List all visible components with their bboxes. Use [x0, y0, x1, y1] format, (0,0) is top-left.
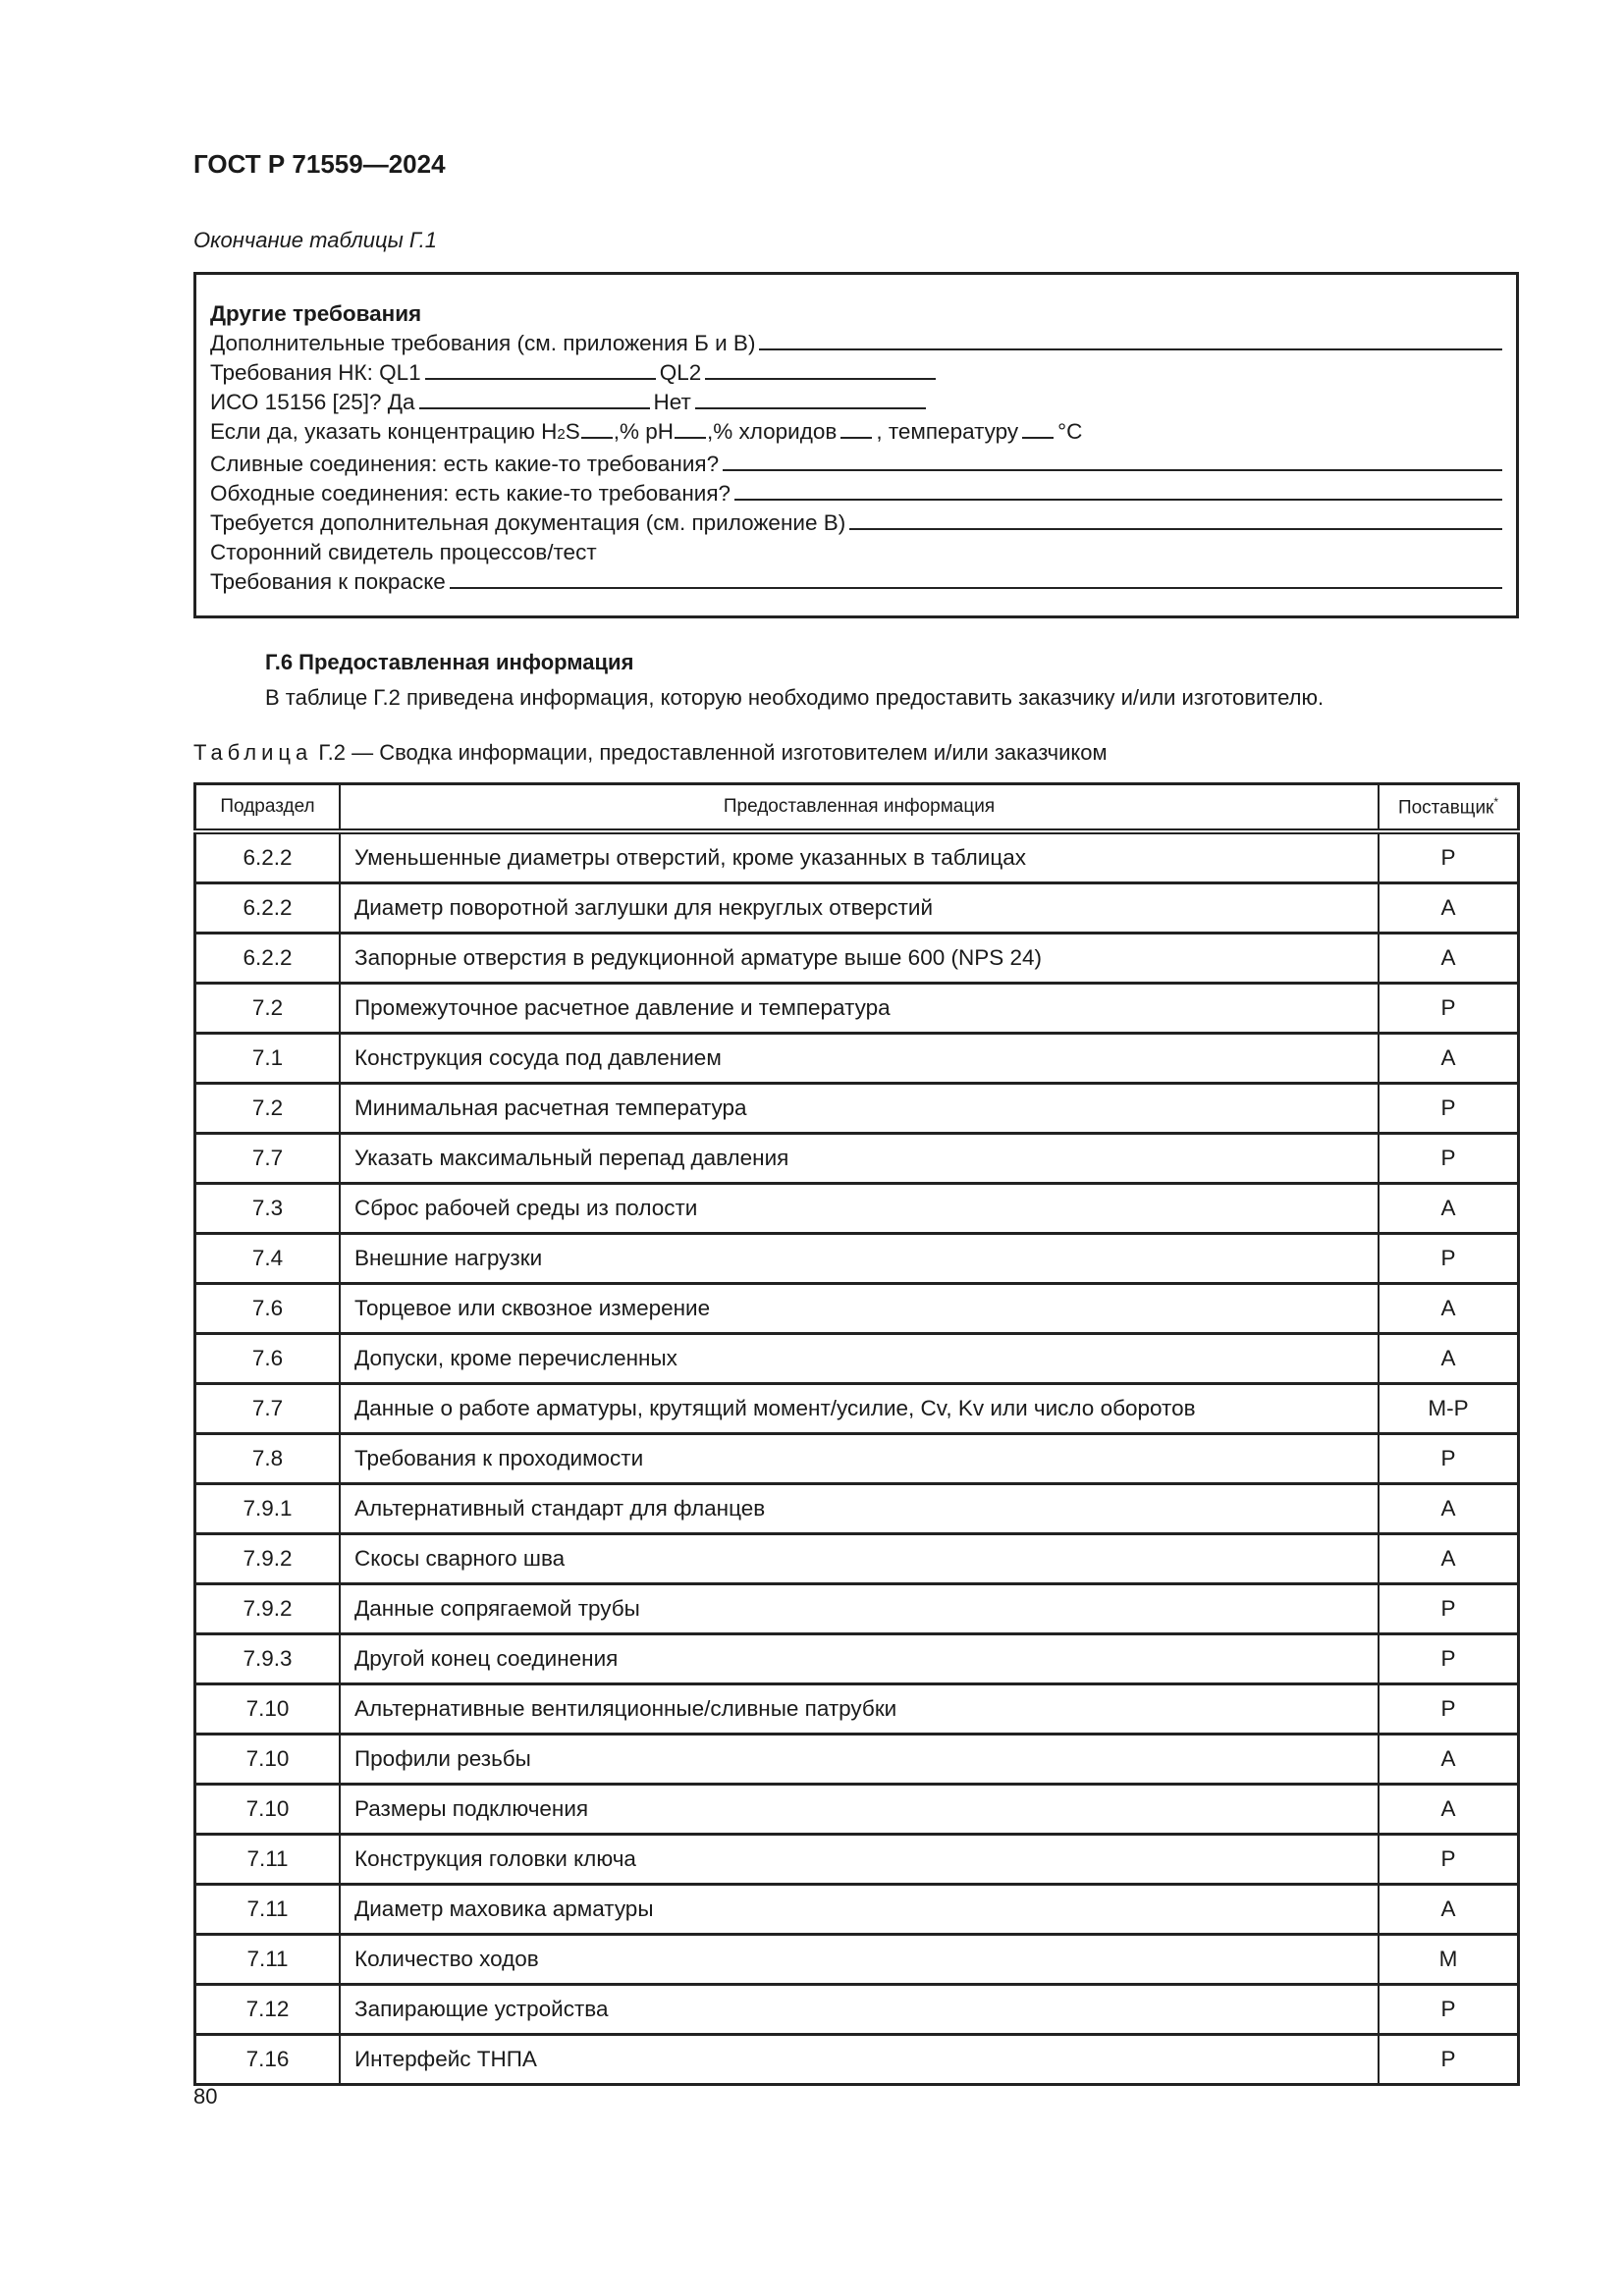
cell-info: Допуски, кроме перечисленных: [340, 1334, 1379, 1384]
cell-supplier: P: [1379, 1084, 1519, 1134]
conc-s: S: [565, 419, 580, 444]
req-iso-yes-field[interactable]: [419, 390, 650, 409]
cell-info: Альтернативные вентиляционные/сливные патрубки: [340, 1684, 1379, 1735]
cell-subsection: 7.9.2: [195, 1584, 341, 1634]
table-caption: [193, 740, 1108, 766]
req-drain-field[interactable]: [723, 452, 1502, 471]
table-row: [195, 1885, 1519, 1935]
table-header-row: [195, 784, 1519, 832]
table-row: [195, 1434, 1519, 1484]
cell-info: Внешние нагрузки: [340, 1234, 1379, 1284]
other-requirements-box: [193, 272, 1519, 618]
cell-subsection: 7.11: [195, 1835, 341, 1885]
table-row: [195, 1084, 1519, 1134]
table-caption-text: Г.2 — Сводка информации, предоставленной изготовителем и/или заказчиком: [318, 740, 1108, 765]
cell-supplier: A: [1379, 934, 1519, 984]
cell-subsection: 6.2.2: [195, 883, 341, 934]
req-additional: [210, 329, 1502, 358]
conc-subscript: 2: [557, 426, 566, 443]
cell-subsection: 7.9.2: [195, 1534, 341, 1584]
req-concentration: [210, 417, 1502, 450]
cell-supplier: A: [1379, 883, 1519, 934]
table-row: [195, 1835, 1519, 1885]
cell-subsection: 7.4: [195, 1234, 341, 1284]
supplier-label: Поставщик: [1397, 797, 1494, 819]
cell-subsection: 7.16: [195, 2035, 341, 2085]
req-additional-label: Дополнительные требования (см. приложения Б и В): [210, 331, 756, 355]
table-row: [195, 1184, 1519, 1234]
table-row: [195, 1985, 1519, 2035]
cell-info: Промежуточное расчетное давление и температура: [340, 984, 1379, 1034]
req-drain: [210, 450, 1502, 479]
cell-supplier: A: [1379, 1484, 1519, 1534]
cell-info: Указать максимальный перепад давления: [340, 1134, 1379, 1184]
cell-subsection: 7.9.1: [195, 1484, 341, 1534]
col-header-info: Предоставленная информация: [340, 784, 1379, 832]
temperature-label: , температуру: [876, 419, 1019, 444]
table-row: [195, 1134, 1519, 1184]
cell-supplier: P: [1379, 1634, 1519, 1684]
req-ndt-ql2-label: QL2: [659, 360, 702, 385]
cell-info: Данные сопрягаемой трубы: [340, 1584, 1379, 1634]
cell-info: Диаметр поворотной заглушки для некруглых отверстий: [340, 883, 1379, 934]
continuation-caption: Окончание таблицы Г.1: [193, 228, 437, 252]
cell-supplier: P: [1379, 2035, 1519, 2085]
cell-subsection: 7.3: [195, 1184, 341, 1234]
table-row: [195, 1584, 1519, 1634]
cell-subsection: 7.9.3: [195, 1634, 341, 1684]
table-row: [195, 1534, 1519, 1584]
table-row: [195, 1634, 1519, 1684]
req-iso: [210, 388, 1502, 417]
cell-supplier: P: [1379, 1434, 1519, 1484]
req-paint-field[interactable]: [450, 569, 1502, 589]
cell-info: Сброс рабочей среды из полости: [340, 1184, 1379, 1234]
req-ndt-ql1-label: Требования НК: QL1: [210, 360, 421, 385]
cell-supplier: A: [1379, 1334, 1519, 1384]
cell-info: Другой конец соединения: [340, 1634, 1379, 1684]
req-docs-label: Требуется дополнительная документация (см. приложение В): [210, 510, 846, 535]
cell-info: Количество ходов: [340, 1935, 1379, 1985]
table-row: [195, 831, 1519, 883]
cell-supplier: M-P: [1379, 1384, 1519, 1434]
cell-info: Данные о работе арматуры, крутящий момент/усилие, Cv, Kv или число оборотов: [340, 1384, 1379, 1434]
table-row: [195, 1334, 1519, 1384]
cell-subsection: 7.2: [195, 984, 341, 1034]
cell-subsection: 7.11: [195, 1935, 341, 1985]
cell-supplier: A: [1379, 1034, 1519, 1084]
cell-supplier: P: [1379, 984, 1519, 1034]
req-ndt-ql1-field[interactable]: [425, 360, 656, 380]
cell-subsection: 7.2: [195, 1084, 341, 1134]
cell-supplier: A: [1379, 1885, 1519, 1935]
table-row: [195, 934, 1519, 984]
cell-info: Конструкция сосуда под давлением: [340, 1034, 1379, 1084]
cell-supplier: P: [1379, 1835, 1519, 1885]
cell-supplier: P: [1379, 831, 1519, 883]
cell-subsection: 6.2.2: [195, 831, 341, 883]
info-table: [193, 782, 1520, 2086]
section-text: В таблице Г.2 приведена информация, которую необходимо предоставить заказчику и/или изготовителю.: [265, 685, 1325, 710]
cell-supplier: A: [1379, 1534, 1519, 1584]
table-row: [195, 1935, 1519, 1985]
ph-field[interactable]: [675, 419, 706, 439]
req-ndt: [210, 358, 1502, 388]
req-ndt-ql2-field[interactable]: [705, 360, 936, 380]
h2s-field[interactable]: [581, 419, 613, 439]
req-docs-field[interactable]: [849, 510, 1502, 530]
table-row: [195, 1785, 1519, 1835]
table-row: [195, 1284, 1519, 1334]
section-heading: Г.6 Предоставленная информация: [265, 650, 634, 674]
table-row: [195, 984, 1519, 1034]
document-title: ГОСТ Р 71559—2024: [193, 149, 446, 179]
req-iso-no-label: Нет: [653, 390, 691, 414]
cell-subsection: 7.10: [195, 1735, 341, 1785]
cell-info: Размеры подключения: [340, 1785, 1379, 1835]
table-caption-label: Таблица: [193, 740, 313, 765]
footnote-mark: *: [1493, 794, 1499, 809]
cell-supplier: A: [1379, 1785, 1519, 1835]
conc-label: Если да, указать концентрацию H: [210, 419, 558, 444]
chloride-field[interactable]: [840, 419, 872, 439]
table-row: [195, 1234, 1519, 1284]
cell-info: Запирающие устройства: [340, 1985, 1379, 2035]
req-paint: [210, 567, 1502, 597]
cell-subsection: 7.12: [195, 1985, 341, 2035]
cell-subsection: 7.7: [195, 1384, 341, 1434]
cell-supplier: P: [1379, 1684, 1519, 1735]
cell-subsection: 7.11: [195, 1885, 341, 1935]
cell-supplier: M: [1379, 1935, 1519, 1985]
cell-supplier: P: [1379, 1985, 1519, 2035]
req-docs: [210, 508, 1502, 538]
cell-supplier: P: [1379, 1234, 1519, 1284]
cell-supplier: P: [1379, 1584, 1519, 1634]
req-bypass-field[interactable]: [734, 481, 1502, 501]
cell-info: Интерфейс ТНПА: [340, 2035, 1379, 2085]
req-drain-label: Сливные соединения: есть какие-то требования?: [210, 452, 720, 476]
table-row: [195, 1735, 1519, 1785]
table-row: [195, 1484, 1519, 1534]
cell-supplier: A: [1379, 1284, 1519, 1334]
cell-info: Запорные отверстия в редукционной арматуре выше 600 (NPS 24): [340, 934, 1379, 984]
table-row: [195, 1384, 1519, 1434]
ph-label: ,% pH: [613, 419, 674, 444]
cell-subsection: 7.6: [195, 1284, 341, 1334]
table-row: [195, 1684, 1519, 1735]
cell-subsection: 7.10: [195, 1785, 341, 1835]
cell-subsection: 7.10: [195, 1684, 341, 1735]
req-iso-yes-label: ИСО 15156 [25]? Да: [210, 390, 415, 414]
req-iso-no-field[interactable]: [695, 390, 926, 409]
req-paint-label: Требования к покраске: [210, 569, 446, 594]
cell-subsection: 7.8: [195, 1434, 341, 1484]
col-header-supplier: [1379, 784, 1519, 832]
temperature-unit: °C: [1057, 419, 1083, 444]
table-row: [195, 883, 1519, 934]
req-witness: [210, 538, 1502, 567]
table-row: [195, 1034, 1519, 1084]
cell-info: Торцевое или сквозное измерение: [340, 1284, 1379, 1334]
table-row: [195, 2035, 1519, 2085]
cell-info: Альтернативный стандарт для фланцев: [340, 1484, 1379, 1534]
cell-subsection: 6.2.2: [195, 934, 341, 984]
cell-supplier: P: [1379, 1134, 1519, 1184]
cell-info: Требования к проходимости: [340, 1434, 1379, 1484]
req-bypass-label: Обходные соединения: есть какие-то требования?: [210, 481, 731, 506]
cell-subsection: 7.7: [195, 1134, 341, 1184]
cell-info: Конструкция головки ключа: [340, 1835, 1379, 1885]
cell-info: Минимальная расчетная температура: [340, 1084, 1379, 1134]
requirements-title: Другие требования: [210, 301, 422, 326]
temperature-field[interactable]: [1022, 419, 1054, 439]
chloride-label: ,% хлоридов: [706, 419, 838, 444]
page-number: 80: [193, 2084, 218, 2109]
cell-info: Профили резьбы: [340, 1735, 1379, 1785]
cell-info: Уменьшенные диаметры отверстий, кроме указанных в таблицах: [340, 831, 1379, 883]
cell-supplier: A: [1379, 1184, 1519, 1234]
req-witness-label: Сторонний свидетель процессов/тест: [210, 540, 597, 564]
cell-info: Диаметр маховика арматуры: [340, 1885, 1379, 1935]
col-header-subsection: Подраздел: [195, 784, 341, 832]
cell-supplier: A: [1379, 1735, 1519, 1785]
cell-subsection: 7.6: [195, 1334, 341, 1384]
cell-info: Скосы сварного шва: [340, 1534, 1379, 1584]
cell-subsection: 7.1: [195, 1034, 341, 1084]
req-additional-field[interactable]: [759, 331, 1502, 350]
req-bypass: [210, 479, 1502, 508]
